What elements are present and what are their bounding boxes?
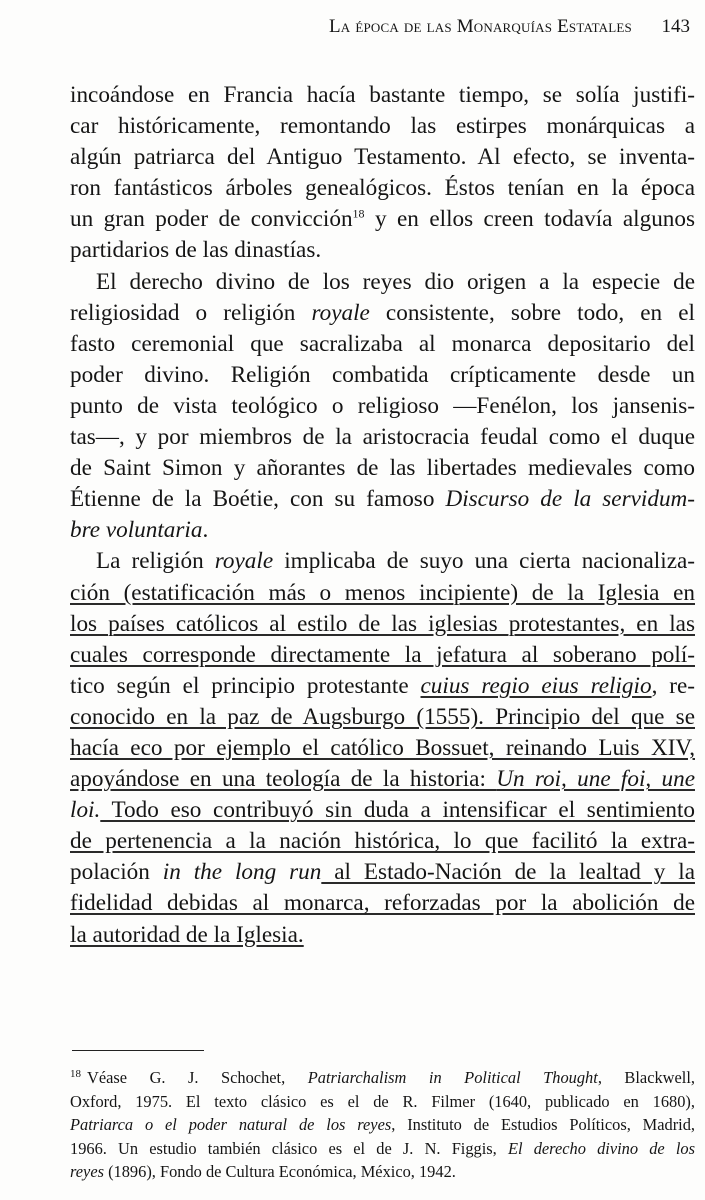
underlined-text: cuales corresponde directamente la jefatura al soberano polí- xyxy=(70,641,695,668)
italic-motto: Un roi, une foi, une xyxy=(496,766,695,793)
text-line: ron fantásticos árboles genealógicos. Éstos tenían en la época xyxy=(70,175,695,202)
footnote-line xyxy=(70,1113,695,1137)
underlined-text: apoyándose en una teología de la historia: xyxy=(70,766,497,793)
text-line: algún patriarca del Antiguo Testamento. Al efecto, se inventa- xyxy=(70,144,695,171)
text-line xyxy=(70,702,695,733)
text-run: La religión xyxy=(96,548,215,575)
text-run: implicaba de suyo una cierta nacionaliza- xyxy=(273,548,695,575)
text-line xyxy=(70,609,695,640)
text-line: El derecho divino de los reyes dio origen a la especie de xyxy=(96,268,695,295)
footnote-line xyxy=(70,1066,695,1090)
text-line xyxy=(70,578,695,609)
text-line xyxy=(70,795,695,826)
footnote-number: 18 xyxy=(70,1067,81,1080)
text-run: , Instituto de Estudios Políticos, Madrid, xyxy=(391,1115,696,1134)
text-run: 1966. Un estudio también clásico es el de J. N. Figgis, xyxy=(70,1138,508,1158)
text-run: Véase G. J. Schochet, xyxy=(87,1068,308,1087)
footnote-ref: 18 xyxy=(352,206,365,221)
text-line: car históricamente, remontando las estirpes monárquicas a xyxy=(70,113,695,140)
text-run: consistente, sobre todo, en el xyxy=(369,299,695,326)
body-text xyxy=(70,80,695,951)
underlined-text: de pertenencia a la nación histórica, lo que facilitó la extra- xyxy=(70,828,695,855)
text-run: Étienne de la Boétie, con su famoso xyxy=(70,486,446,513)
footnote xyxy=(70,1066,695,1184)
text-line xyxy=(70,484,695,515)
underlined-text: la autoridad de la Iglesia. xyxy=(70,921,304,948)
italic-title: bre voluntaria xyxy=(70,517,203,544)
text-line xyxy=(70,733,695,764)
footnote-line: Oxford, 1975. El texto clásico es el de R. Filmer (1640, publicado en 1680), xyxy=(70,1091,695,1111)
underlined-text: los países católicos al estilo de las iglesias protestantes, en las xyxy=(70,610,695,637)
underlined-text: hacía eco por ejemplo el católico Bossuet, reinando Luis XIV, xyxy=(70,734,695,761)
text-line xyxy=(70,764,695,795)
italic-title: El derecho divino de los xyxy=(507,1138,695,1158)
text-line xyxy=(70,826,695,857)
italic-latin: cuius regio eius religio xyxy=(420,672,652,699)
italic-title: Discurso de la servidum- xyxy=(445,486,696,513)
text-line: de Saint Simon y añorantes de las libertades medievales como xyxy=(70,455,695,482)
text-run: . xyxy=(202,517,209,544)
text-run: un gran poder de convicción xyxy=(70,206,353,233)
underlined-text: conocido en la paz de Augsburgo (1555). Principio del que se xyxy=(70,703,695,730)
text-run: y en ellos creen todavía algunos xyxy=(364,206,695,233)
text-run: religiosidad o religión xyxy=(70,299,312,326)
text-run: polación xyxy=(70,859,163,886)
underlined-text: Todo eso contribuyó sin duda a intensificar el sentimiento xyxy=(100,797,695,824)
italic-term: royale xyxy=(214,548,274,575)
text-line xyxy=(70,920,695,951)
paragraph-3 xyxy=(70,546,695,950)
text-run: , re- xyxy=(651,672,695,699)
italic-motto: loi. xyxy=(70,797,101,824)
text-line xyxy=(70,640,695,671)
italic-title: Patriarca o el poder natural de los reyes xyxy=(70,1115,392,1134)
page-number: 143 xyxy=(661,16,690,37)
footnote-line xyxy=(70,1137,695,1161)
text-line xyxy=(70,888,695,919)
text-line: tas—, y por miembros de la aristocracia feudal como el duque xyxy=(70,424,695,451)
text-line xyxy=(70,546,695,577)
text-line xyxy=(70,298,695,329)
italic-term: royale xyxy=(311,299,370,326)
italic-phrase: in the long run xyxy=(162,859,322,886)
underlined-text: al Estado-Nación de la lealtad y la xyxy=(321,859,695,886)
text-run: , Blackwell, xyxy=(597,1068,695,1087)
text-line: punto de vista teológico o religioso —Fenélon, los jansenis- xyxy=(70,392,695,419)
underlined-text: ción (estatificación más o menos incipiente) de la Iglesia en xyxy=(70,579,695,606)
text-run: (1896), Fondo de Cultura Económica, México, 1942. xyxy=(103,1162,456,1181)
paragraph-2 xyxy=(70,267,695,547)
underlined-text: fidelidad debidas al monarca, reforzadas por la abolición de xyxy=(70,890,695,917)
footnote-line xyxy=(70,1160,695,1184)
text-line: fasto ceremonial que sacralizaba al monarca depositario del xyxy=(70,330,695,357)
text-line: poder divino. Religión combatida crípticamente desde un xyxy=(70,361,695,388)
text-run: tico según el principio protestante xyxy=(70,672,421,699)
footnote-rule xyxy=(72,1050,204,1051)
text-line xyxy=(70,515,695,546)
text-line xyxy=(70,204,695,235)
italic-title: reyes xyxy=(70,1162,104,1181)
text-line: partidarios de las dinastías. xyxy=(70,237,322,264)
paragraph-1 xyxy=(70,80,695,267)
italic-title: Patriarchalism in Political Thought xyxy=(307,1068,598,1087)
text-line: incoándose en Francia hacía bastante tiempo, se solía justifi- xyxy=(70,82,695,108)
text-line xyxy=(70,671,695,702)
chapter-title: La época de las Monarquías Estatales xyxy=(329,16,632,37)
text-line xyxy=(70,857,695,888)
running-header xyxy=(0,14,690,44)
